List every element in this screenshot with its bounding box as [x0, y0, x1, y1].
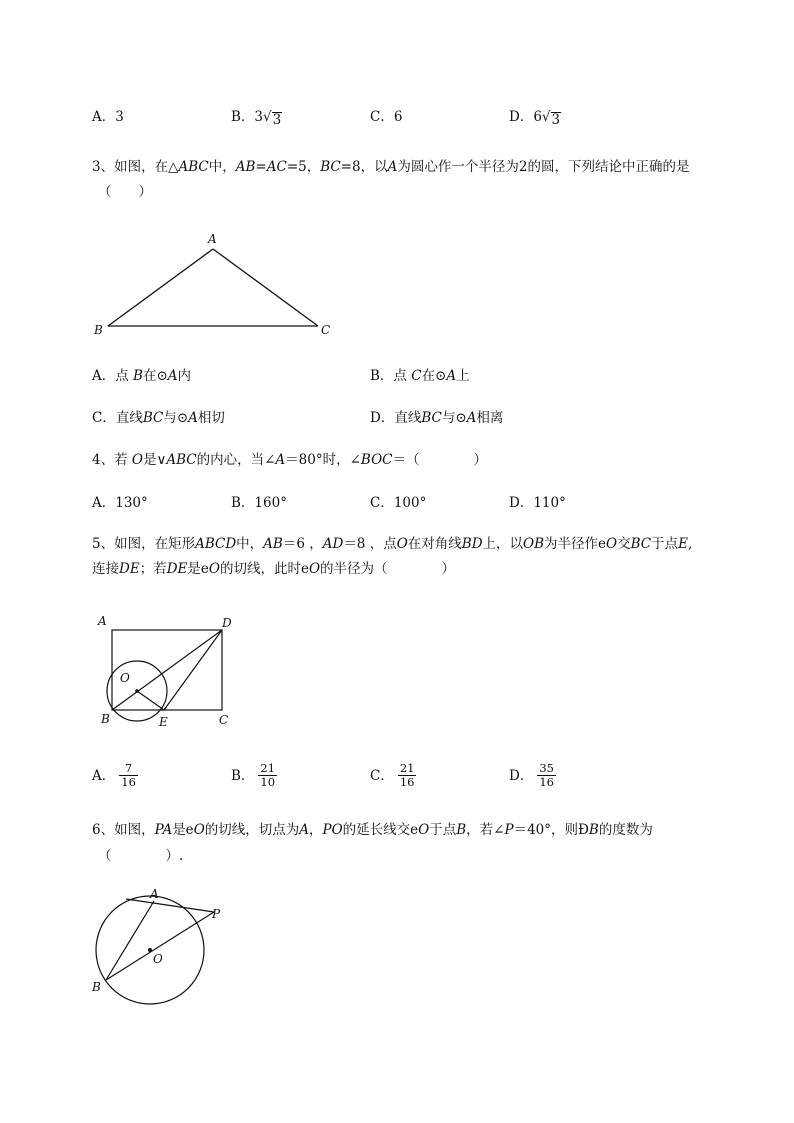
fraction: $\frac{21}{16}$ [399, 761, 415, 789]
fraction: $\frac{35}{16}$ [539, 761, 554, 789]
q5-stem-line2: 连接DE；若DE是eO的切线，此时eO的半径为（ ） [92, 561, 456, 577]
q2-option-d: D．6√ 3 [509, 109, 561, 128]
q6-circle-figure [86, 882, 236, 1012]
fraction: $\frac{21}{10}$ [260, 761, 276, 789]
q5-option-d: D． $\frac{35}{16}$ [509, 761, 554, 789]
sqrt-symbol: √ 3 [541, 109, 561, 128]
q5-label-a: A [98, 614, 107, 628]
q4-option-a: A．130° [92, 495, 148, 511]
q3-option-a: A．点 B在⊙A内 [92, 368, 192, 384]
q5-option-a: A． $\frac{7}{16}$ [92, 761, 136, 789]
q3-stem: 3、如图，在△ABC中，AB=AC=5，BC=8，以A为圆心作一个半径为2的圆，下列结论中正确的是 [92, 159, 690, 175]
q2-option-a: A．3 [92, 109, 124, 125]
q5-label-e: E [159, 715, 168, 729]
sqrt-symbol: √ 3 [263, 109, 282, 128]
q4-stem: 4、若 O是∨ABC的内心，当∠A＝80°时，∠BOC＝（ ） [92, 452, 487, 468]
q3-blank: （ ） [98, 184, 152, 200]
q5-label-c: C [219, 713, 229, 727]
q6-label-b: B [92, 980, 101, 994]
q6-label-a: A [150, 887, 159, 901]
q6-blank: （ ）. [98, 848, 184, 864]
q3-label-a: A [208, 232, 217, 246]
q5-option-c: C． $\frac{21}{16}$ [370, 761, 415, 789]
q5-label-o: O [120, 671, 130, 685]
q4-option-d: D．110° [509, 495, 566, 511]
q2-option-c: C．6 [370, 109, 403, 125]
q5-label-d: D [222, 616, 232, 630]
q6-label-p: P [212, 907, 221, 921]
q4-option-b: B．160° [231, 495, 287, 511]
q3-label-b: B [94, 323, 103, 337]
q3-label-c: C [321, 323, 331, 337]
q2-option-b: B．3√ 3 [231, 109, 282, 128]
q4-option-c: C．100° [370, 495, 427, 511]
q5-rectangle-figure [88, 608, 248, 734]
q6-stem-line1: 6、如图，PA是eO的切线，切点为A，PO的延长线交eO于点B，若∠P＝40°，则ÐB的度数为 [92, 822, 653, 838]
fraction: $\frac{7}{16}$ [121, 761, 136, 789]
q3-triangle-figure [88, 228, 338, 343]
q6-label-o: O [153, 952, 163, 966]
q3-option-d: D．直线BC与⊙A相离 [370, 410, 504, 426]
q3-option-c: C．直线BC与⊙A相切 [92, 410, 225, 426]
q3-option-b: B．点 C在⊙A上 [370, 368, 470, 384]
q5-stem-line1: 5、如图，在矩形ABCD中，AB＝6 ，AD＝8 ，点O在对角线BD上，以OB为半径作eO交BC于点E, [92, 536, 693, 552]
q5-label-b: B [101, 712, 110, 726]
q5-option-b: B． $\frac{21}{10}$ [231, 761, 276, 789]
